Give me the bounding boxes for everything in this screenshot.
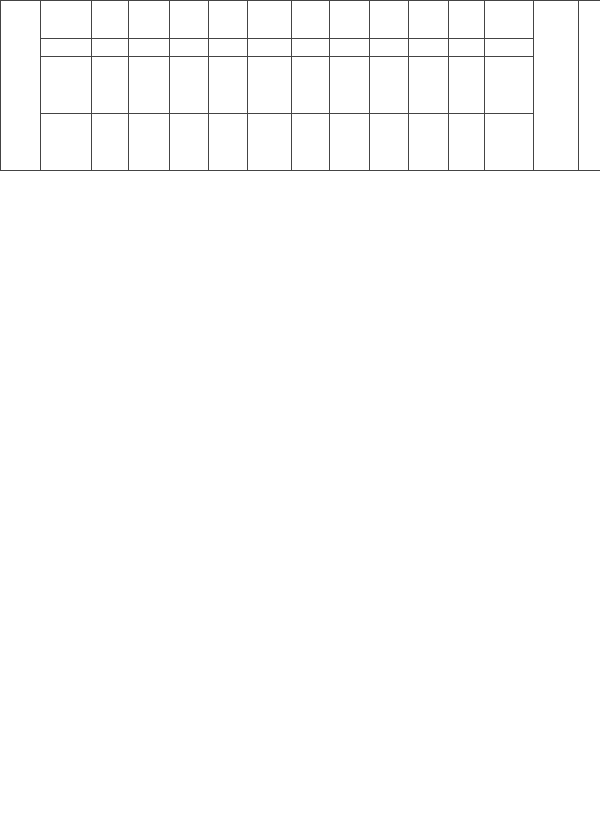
assessment-type (248, 57, 292, 114)
semester-2-hours (330, 114, 370, 171)
practice-hours (209, 57, 248, 114)
table-row (1, 57, 600, 114)
theory-hours (170, 39, 209, 57)
row-number (41, 114, 92, 171)
table-body (1, 1, 600, 171)
semester-3-hours (370, 114, 409, 171)
row-number (41, 39, 92, 57)
theory-hours (170, 57, 209, 114)
theory-hours (170, 114, 209, 171)
course-name (92, 1, 129, 39)
semester-1-hours (292, 39, 330, 57)
assessment-type (248, 114, 292, 171)
semester-5-hours (449, 39, 485, 57)
semester-3-hours (370, 39, 409, 57)
course-name (92, 39, 129, 57)
semester-6-hours (485, 114, 534, 171)
semester-2-hours (330, 57, 370, 114)
total-hours (129, 1, 170, 39)
semester-3-hours (370, 1, 409, 39)
course-name (92, 57, 129, 114)
semester-2-hours (330, 39, 370, 57)
total-hours (129, 39, 170, 57)
group-label (1, 1, 41, 171)
semester-4-hours (409, 114, 449, 171)
semester-4-hours (409, 39, 449, 57)
semester-6-hours (485, 1, 534, 39)
row-number (41, 1, 92, 39)
theory-hours (170, 1, 209, 39)
total-hours (129, 57, 170, 114)
practice-hours (209, 1, 248, 39)
table-row (1, 114, 600, 171)
semester-6-hours (485, 57, 534, 114)
group-percent (579, 1, 600, 171)
practice-hours (209, 114, 248, 171)
semester-4-hours (409, 57, 449, 114)
table-row (1, 39, 600, 57)
curriculum-table (0, 0, 600, 171)
semester-4-hours (409, 1, 449, 39)
assessment-type (248, 39, 292, 57)
semester-3-hours (370, 57, 409, 114)
semester-6-hours (485, 39, 534, 57)
row-number (41, 57, 92, 114)
semester-1-hours (292, 1, 330, 39)
semester-2-hours (330, 1, 370, 39)
semester-5-hours (449, 114, 485, 171)
practice-hours (209, 39, 248, 57)
total-hours (129, 114, 170, 171)
assessment-type (248, 1, 292, 39)
table-row (1, 1, 600, 39)
semester-1-hours (292, 57, 330, 114)
course-name (92, 114, 129, 171)
semester-1-hours (292, 114, 330, 171)
semester-5-hours (449, 57, 485, 114)
group-total-hours (534, 1, 579, 171)
semester-5-hours (449, 1, 485, 39)
